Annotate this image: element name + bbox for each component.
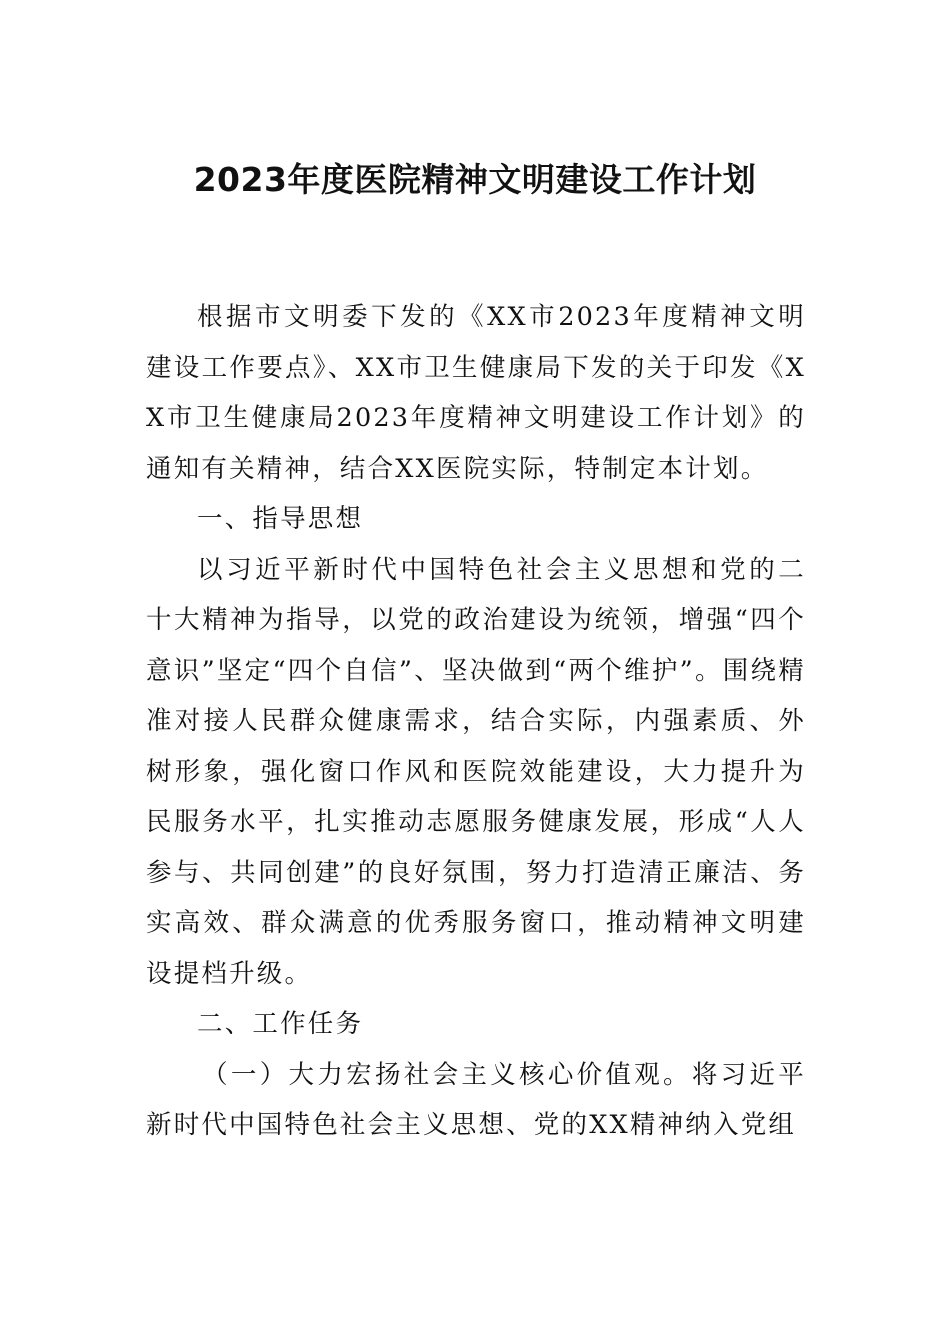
intro-paragraph: 根据市文明委下发的《XX市2023年度精神文明建设工作要点》、XX市卫生健康局下发的关于印发《XX市卫生健康局2023年度精神文明建设工作计划》的通知有关精神，结合XX医院实际，特制定本计划。 — [146, 302, 806, 484]
section-heading-guiding-ideology: 一、指导思想 — [197, 504, 364, 534]
section-heading-work-tasks: 二、工作任务 — [197, 1009, 364, 1039]
guiding-ideology-paragraph: 以习近平新时代中国特色社会主义思想和党的二十大精神为指导，以党的政治建设为统领，增强“四个意识”坚定“四个自信”、坚决做到“两个维护”。围绕精准对接人民群众健康需求，结合实际，内强素质、外树形象，强化窗口作风和医院效能建设，大力提升为民服务水平，扎实推动志愿服务健康发展，形成“人人参与、共同创建”的良好氛围，努力打造清正廉洁、务实高效、群众满意的优秀服务窗口，推动精神文明建设提档升级。 — [146, 554, 806, 989]
document-body — [146, 292, 806, 1151]
work-task-paragraph: （一）大力宏扬社会主义核心价值观。将习近平新时代中国特色社会主义思想、党的XX精神纳入党组 — [146, 1059, 806, 1140]
document-title: 2023年度医院精神文明建设工作计划 — [193, 160, 757, 199]
